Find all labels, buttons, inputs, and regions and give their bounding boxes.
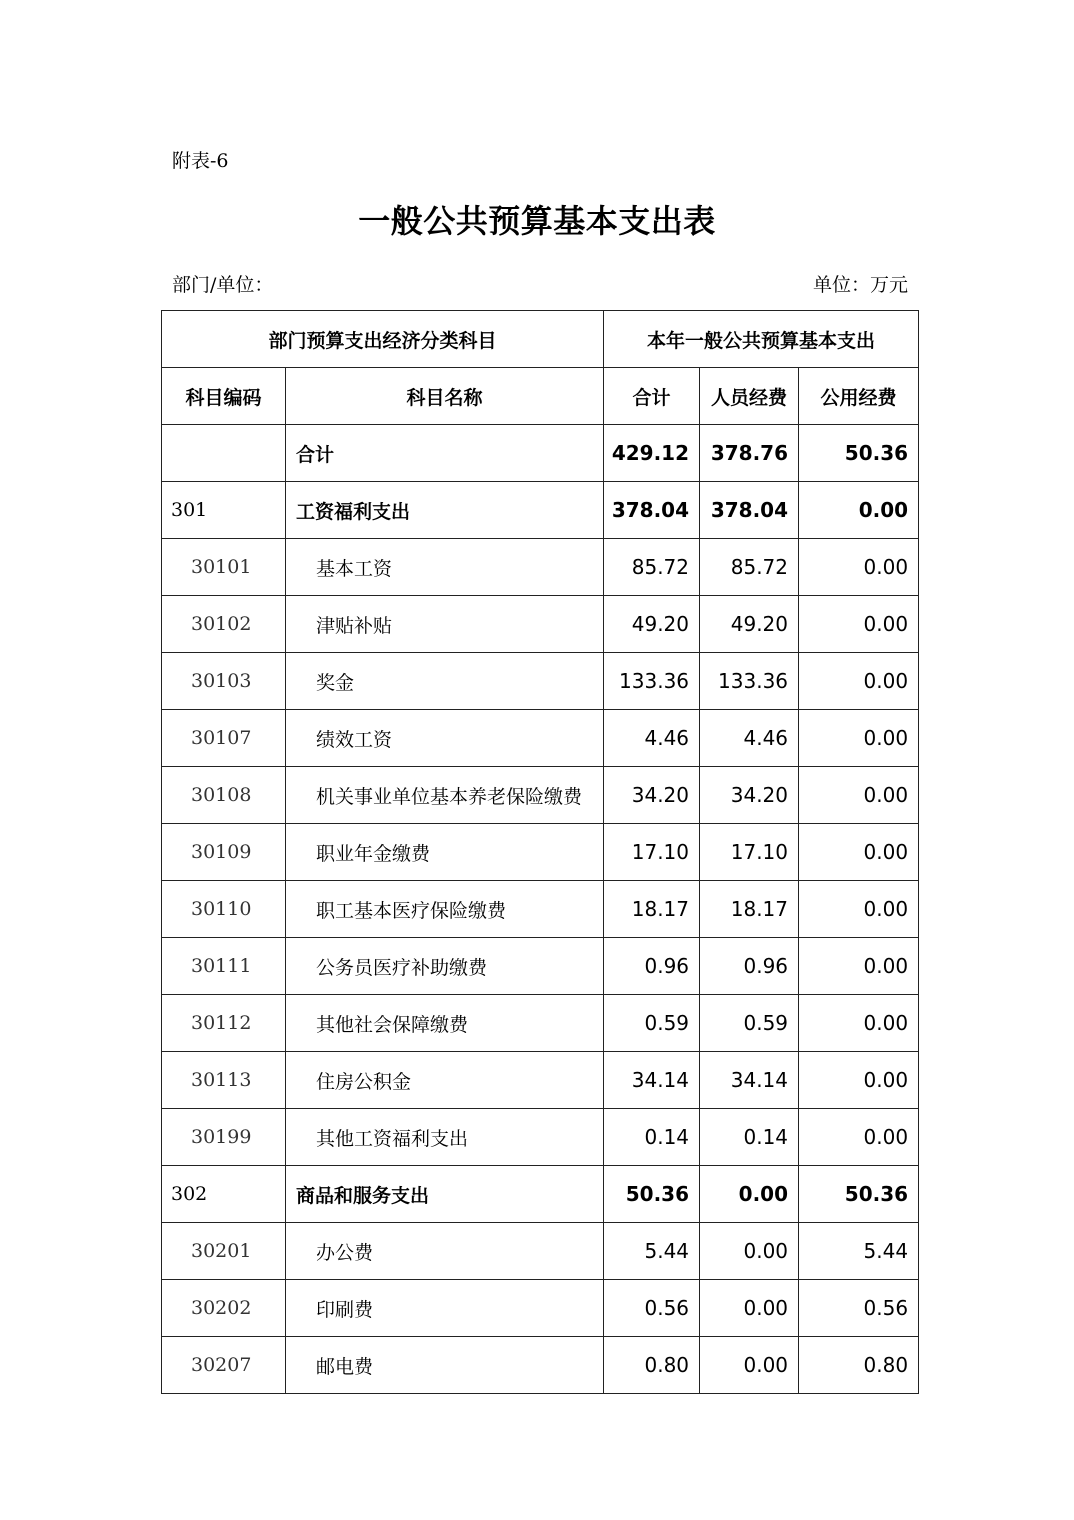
row-personnel-cell: 17.10 <box>700 824 799 881</box>
table-row <box>162 824 919 881</box>
row-total-cell: 0.59 <box>604 995 700 1052</box>
row-public-cell: 0.00 <box>799 1109 919 1166</box>
row-personnel-cell: 378.04 <box>700 482 799 539</box>
row-personnel-cell: 85.72 <box>700 539 799 596</box>
column-header-code: 科目编码 <box>162 368 286 425</box>
row-total-cell: 50.36 <box>604 1166 700 1223</box>
row-code-cell: 30207 <box>162 1337 286 1394</box>
page-title: 一般公共预算基本支出表 <box>358 202 716 240</box>
row-personnel-cell: 0.00 <box>700 1166 799 1223</box>
row-total-cell: 378.04 <box>604 482 700 539</box>
group-header-left: 部门预算支出经济分类科目 <box>162 311 604 368</box>
row-name-cell: 印刷费 <box>286 1280 604 1337</box>
table-row <box>162 1337 919 1394</box>
row-name-cell: 住房公积金 <box>286 1052 604 1109</box>
row-code-cell: 30201 <box>162 1223 286 1280</box>
table-row <box>162 539 919 596</box>
row-total-cell: 0.96 <box>604 938 700 995</box>
row-name-cell: 工资福利支出 <box>286 482 604 539</box>
row-name-cell: 奖金 <box>286 653 604 710</box>
row-code-cell: 302 <box>162 1166 286 1223</box>
row-public-cell: 50.36 <box>799 425 919 482</box>
row-public-cell: 0.56 <box>799 1280 919 1337</box>
row-public-cell: 0.00 <box>799 482 919 539</box>
row-name-cell: 津贴补贴 <box>286 596 604 653</box>
row-public-cell: 0.00 <box>799 995 919 1052</box>
budget-table <box>161 310 919 1394</box>
column-header-personnel: 人员经费 <box>700 368 799 425</box>
row-name-cell: 其他工资福利支出 <box>286 1109 604 1166</box>
row-public-cell: 0.00 <box>799 710 919 767</box>
row-total-cell: 34.14 <box>604 1052 700 1109</box>
row-name-cell: 职工基本医疗保险缴费 <box>286 881 604 938</box>
row-code-cell: 30107 <box>162 710 286 767</box>
row-personnel-cell: 0.14 <box>700 1109 799 1166</box>
row-total-cell: 429.12 <box>604 425 700 482</box>
row-total-cell: 49.20 <box>604 596 700 653</box>
annex-label: 附表-6 <box>172 150 229 172</box>
row-total-cell: 133.36 <box>604 653 700 710</box>
column-header-public: 公用经费 <box>799 368 919 425</box>
row-code-cell <box>162 425 286 482</box>
table-row <box>162 1223 919 1280</box>
row-total-cell: 5.44 <box>604 1223 700 1280</box>
row-total-cell: 85.72 <box>604 539 700 596</box>
column-header-total: 合计 <box>604 368 700 425</box>
column-header-name: 科目名称 <box>286 368 604 425</box>
table-row <box>162 938 919 995</box>
row-name-cell: 公务员医疗补助缴费 <box>286 938 604 995</box>
row-personnel-cell: 34.14 <box>700 1052 799 1109</box>
table-row <box>162 596 919 653</box>
row-code-cell: 30110 <box>162 881 286 938</box>
row-public-cell: 0.00 <box>799 653 919 710</box>
table-row <box>162 653 919 710</box>
row-public-cell: 0.00 <box>799 539 919 596</box>
group-header-right: 本年一般公共预算基本支出 <box>604 311 919 368</box>
table-row <box>162 1166 919 1223</box>
row-personnel-cell: 0.59 <box>700 995 799 1052</box>
row-total-cell: 0.14 <box>604 1109 700 1166</box>
table-row <box>162 1109 919 1166</box>
row-public-cell: 0.00 <box>799 824 919 881</box>
row-code-cell: 30101 <box>162 539 286 596</box>
table-row <box>162 425 919 482</box>
row-personnel-cell: 0.00 <box>700 1223 799 1280</box>
row-total-cell: 4.46 <box>604 710 700 767</box>
table-column-header-row <box>162 368 919 425</box>
row-name-cell: 办公费 <box>286 1223 604 1280</box>
row-personnel-cell: 4.46 <box>700 710 799 767</box>
row-personnel-cell: 378.76 <box>700 425 799 482</box>
department-label: 部门/单位： <box>172 274 274 296</box>
table-group-header-row <box>162 311 919 368</box>
table-row <box>162 482 919 539</box>
row-name-cell: 邮电费 <box>286 1337 604 1394</box>
row-total-cell: 0.80 <box>604 1337 700 1394</box>
row-public-cell: 0.00 <box>799 1052 919 1109</box>
row-personnel-cell: 133.36 <box>700 653 799 710</box>
row-public-cell: 0.00 <box>799 596 919 653</box>
row-name-cell: 职业年金缴费 <box>286 824 604 881</box>
table-row <box>162 710 919 767</box>
unit-label: 单位：万元 <box>812 274 908 296</box>
table-row <box>162 1280 919 1337</box>
row-personnel-cell: 0.96 <box>700 938 799 995</box>
row-total-cell: 17.10 <box>604 824 700 881</box>
row-personnel-cell: 0.00 <box>700 1337 799 1394</box>
row-code-cell: 30112 <box>162 995 286 1052</box>
row-total-cell: 18.17 <box>604 881 700 938</box>
row-name-cell: 基本工资 <box>286 539 604 596</box>
row-code-cell: 301 <box>162 482 286 539</box>
row-public-cell: 0.80 <box>799 1337 919 1394</box>
table-row <box>162 995 919 1052</box>
row-name-cell: 其他社会保障缴费 <box>286 995 604 1052</box>
row-code-cell: 30199 <box>162 1109 286 1166</box>
table-row <box>162 1052 919 1109</box>
row-name-cell: 绩效工资 <box>286 710 604 767</box>
row-code-cell: 30202 <box>162 1280 286 1337</box>
row-name-cell: 商品和服务支出 <box>286 1166 604 1223</box>
table-row <box>162 767 919 824</box>
row-personnel-cell: 0.00 <box>700 1280 799 1337</box>
row-personnel-cell: 49.20 <box>700 596 799 653</box>
row-code-cell: 30111 <box>162 938 286 995</box>
row-public-cell: 0.00 <box>799 881 919 938</box>
row-public-cell: 5.44 <box>799 1223 919 1280</box>
row-personnel-cell: 18.17 <box>700 881 799 938</box>
table-row <box>162 881 919 938</box>
row-code-cell: 30113 <box>162 1052 286 1109</box>
row-public-cell: 50.36 <box>799 1166 919 1223</box>
row-public-cell: 0.00 <box>799 767 919 824</box>
row-code-cell: 30109 <box>162 824 286 881</box>
row-total-cell: 34.20 <box>604 767 700 824</box>
row-personnel-cell: 34.20 <box>700 767 799 824</box>
row-public-cell: 0.00 <box>799 938 919 995</box>
row-name-cell: 机关事业单位基本养老保险缴费 <box>286 767 604 824</box>
row-name-cell: 合计 <box>286 425 604 482</box>
row-total-cell: 0.56 <box>604 1280 700 1337</box>
row-code-cell: 30102 <box>162 596 286 653</box>
row-code-cell: 30103 <box>162 653 286 710</box>
row-code-cell: 30108 <box>162 767 286 824</box>
